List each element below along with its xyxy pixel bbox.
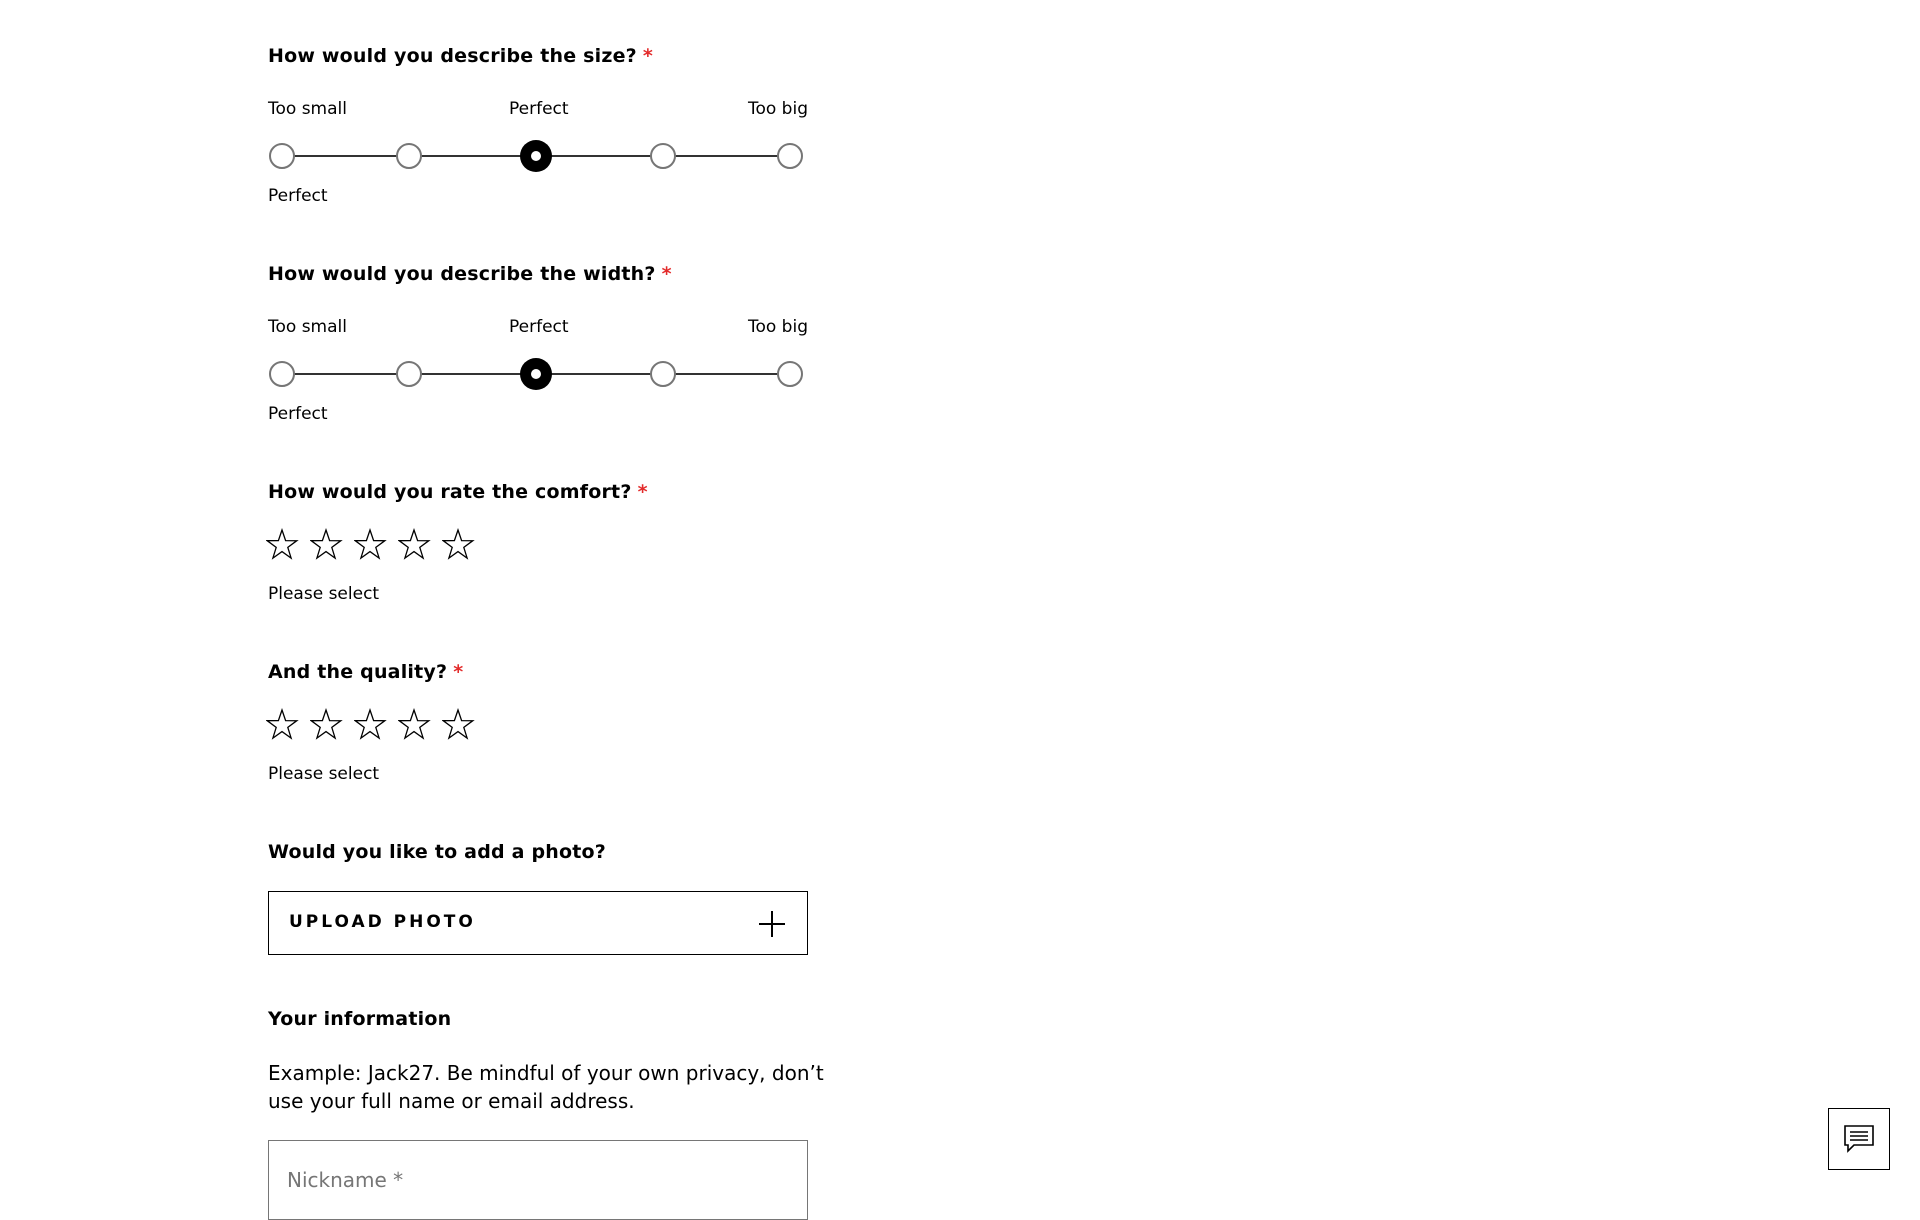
your-information-title: Your information <box>268 1008 452 1030</box>
quality-star-1-icon[interactable] <box>266 708 310 748</box>
upload-photo-button[interactable] <box>268 891 808 955</box>
upload-photo-label: UPLOAD PHOTO <box>289 912 476 932</box>
size-current-value: Perfect <box>268 186 328 206</box>
size-question-title <box>268 45 653 67</box>
size-right-label: Too big <box>747 99 808 119</box>
privacy-hint-text: Example: Jack27. Be mindful of your own privacy, don’t use your full name or email address. <box>268 1061 824 1113</box>
quality-star-5-icon[interactable] <box>442 708 486 748</box>
size-option-1[interactable] <box>269 143 295 169</box>
width-right-label: Too big <box>747 317 808 337</box>
comfort-star-4-icon[interactable] <box>398 528 442 568</box>
width-option-2[interactable] <box>396 361 422 387</box>
comfort-star-1-icon[interactable] <box>266 528 310 568</box>
required-asterisk: * <box>642 45 654 67</box>
chat-button[interactable] <box>1828 1108 1890 1170</box>
quality-question-text: And the quality? <box>268 661 448 683</box>
quality-helper-text: Please select <box>268 764 380 784</box>
size-option-2[interactable] <box>396 143 422 169</box>
required-asterisk: * <box>661 263 672 285</box>
width-option-3[interactable] <box>520 358 552 390</box>
comfort-star-3-icon[interactable] <box>354 528 398 568</box>
quality-rating <box>266 708 486 748</box>
quality-star-2-icon[interactable] <box>310 708 354 748</box>
size-option-5[interactable] <box>777 143 803 169</box>
width-option-5[interactable] <box>777 361 803 387</box>
nickname-input[interactable] <box>268 1140 808 1220</box>
quality-star-3-icon[interactable] <box>354 708 398 748</box>
required-asterisk: * <box>453 661 464 683</box>
width-question-title <box>268 263 672 285</box>
width-left-label: Too small <box>268 317 347 337</box>
comfort-question-title <box>268 481 648 503</box>
photo-question-title: Would you like to add a photo? <box>268 841 606 863</box>
comfort-question-text: How would you rate the comfort? <box>268 481 632 503</box>
comfort-helper-text: Please select <box>268 584 380 604</box>
chat-icon <box>1843 1124 1875 1154</box>
width-center-label: Perfect <box>509 317 569 337</box>
width-option-1[interactable] <box>269 361 295 387</box>
size-left-label: Too small <box>268 99 347 119</box>
comfort-rating <box>266 528 486 568</box>
size-option-4[interactable] <box>650 143 676 169</box>
quality-star-4-icon[interactable] <box>398 708 442 748</box>
required-asterisk: * <box>637 481 648 503</box>
width-question-text: How would you describe the width? <box>268 263 656 285</box>
width-option-4[interactable] <box>650 361 676 387</box>
comfort-star-2-icon[interactable] <box>310 528 354 568</box>
quality-question-title <box>268 661 463 683</box>
size-center-label: Perfect <box>509 99 569 119</box>
comfort-star-5-icon[interactable] <box>442 528 486 568</box>
width-current-value: Perfect <box>268 404 328 424</box>
size-option-3[interactable] <box>520 140 552 172</box>
size-question-text: How would you describe the size? <box>268 45 637 67</box>
plus-icon <box>757 909 787 939</box>
